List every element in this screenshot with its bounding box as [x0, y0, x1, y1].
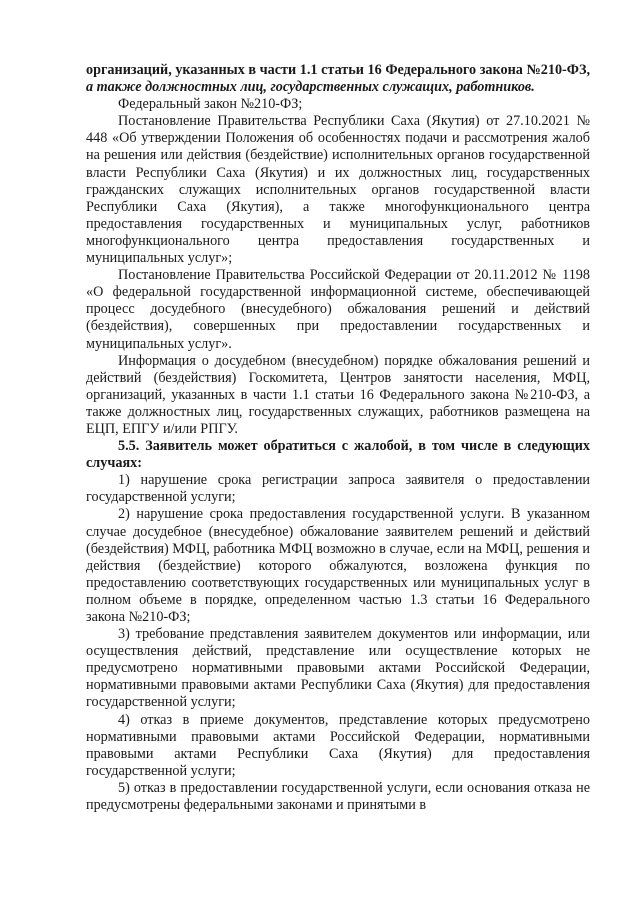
paragraph-sakha-resolution: Постановление Правительства Республики Саха (Якутия) от 27.10.2021 № 448 «Об утверждении Положения об особенностях подачи и рассмотрения жалоб на решения или действия (бездействие) исполнительных органов государственной власти Республики Саха (Якутия) и их должностных лиц, государственных гражданских служащих исполнительных органов государственной власти Республики Саха (Якутия), а также многофункционального центра предоставления государственных и муниципальных услуг, работников многофункционального центра предоставления государственных и муниципальных услуг»;	[86, 113, 590, 267]
paragraph-info: Информация о досудебном (внесудебном) порядке обжалования решений и действий (бездействия) Госкомитета, Центров занятости населения, МФЦ, организаций, указанных в части 1.1 статьи 16 Федерального закона №210-ФЗ, а также должностных лиц, государственных служащих, работников размещена на ЕЦП, ЕПГУ и/или РПГУ.	[86, 352, 590, 437]
list-item: 1) нарушение срока регистрации запроса заявителя о предоставлении государственной услуги;	[86, 472, 590, 506]
list-item: 3) требование представления заявителем документов или информации, или осуществления действий, представление или осуществление которых не предусмотрено нормативными правовыми актами Российской Федерации, нормативными правовыми актами Республики Саха (Якутия) для предоставления государственной услуги;	[86, 626, 590, 711]
paragraph-federal-law: Федеральный закон №210-ФЗ;	[118, 96, 303, 113]
intro-paragraph	[86, 62, 590, 96]
list-item: 4) отказ в приеме документов, представление которых предусмотрено нормативными правовыми актами Российской Федерации, нормативными правовыми актами Республики Саха (Якутия) для предоставления государственной услуги;	[86, 711, 590, 779]
paragraph-rf-resolution: Постановление Правительства Российской Федерации от 20.11.2012 № 1198 «О федеральной государственной информационной системе, обеспечивающей процесс досудебного (внесудебного) обжалования решений и действий (бездействия), совершенных при предоставлении государственных и муниципальных услуг».	[86, 267, 590, 352]
section-heading: 5.5. Заявитель может обратиться с жалобой, в том числе в следующих случаях:	[86, 438, 590, 472]
intro-bold-text: организаций, указанных в части 1.1 статьи 16 Федерального закона №210-ФЗ,	[86, 62, 590, 78]
list-item: 2) нарушение срока предоставления государственной услуги. В указанном случае досудебное (внесудебное) обжалование заявителем решений и действий (бездействия) МФЦ, работника МФЦ возможно в случае, если на МФЦ, решения и действия (бездействие) которого обжалуются, возложена функция по предоставлению соответствующих государственных или муниципальных услуг в полном объеме в порядке, определенном частью 1.3 статьи 16 Федерального закона №210-ФЗ;	[86, 506, 590, 625]
list-item: 5) отказ в предоставлении государственной услуги, если основания отказа не предусмотрены федеральными законами и принятыми в	[86, 779, 590, 814]
intro-bold-italic-text: а также должностных лиц, государственных служащих, работников.	[86, 79, 535, 96]
